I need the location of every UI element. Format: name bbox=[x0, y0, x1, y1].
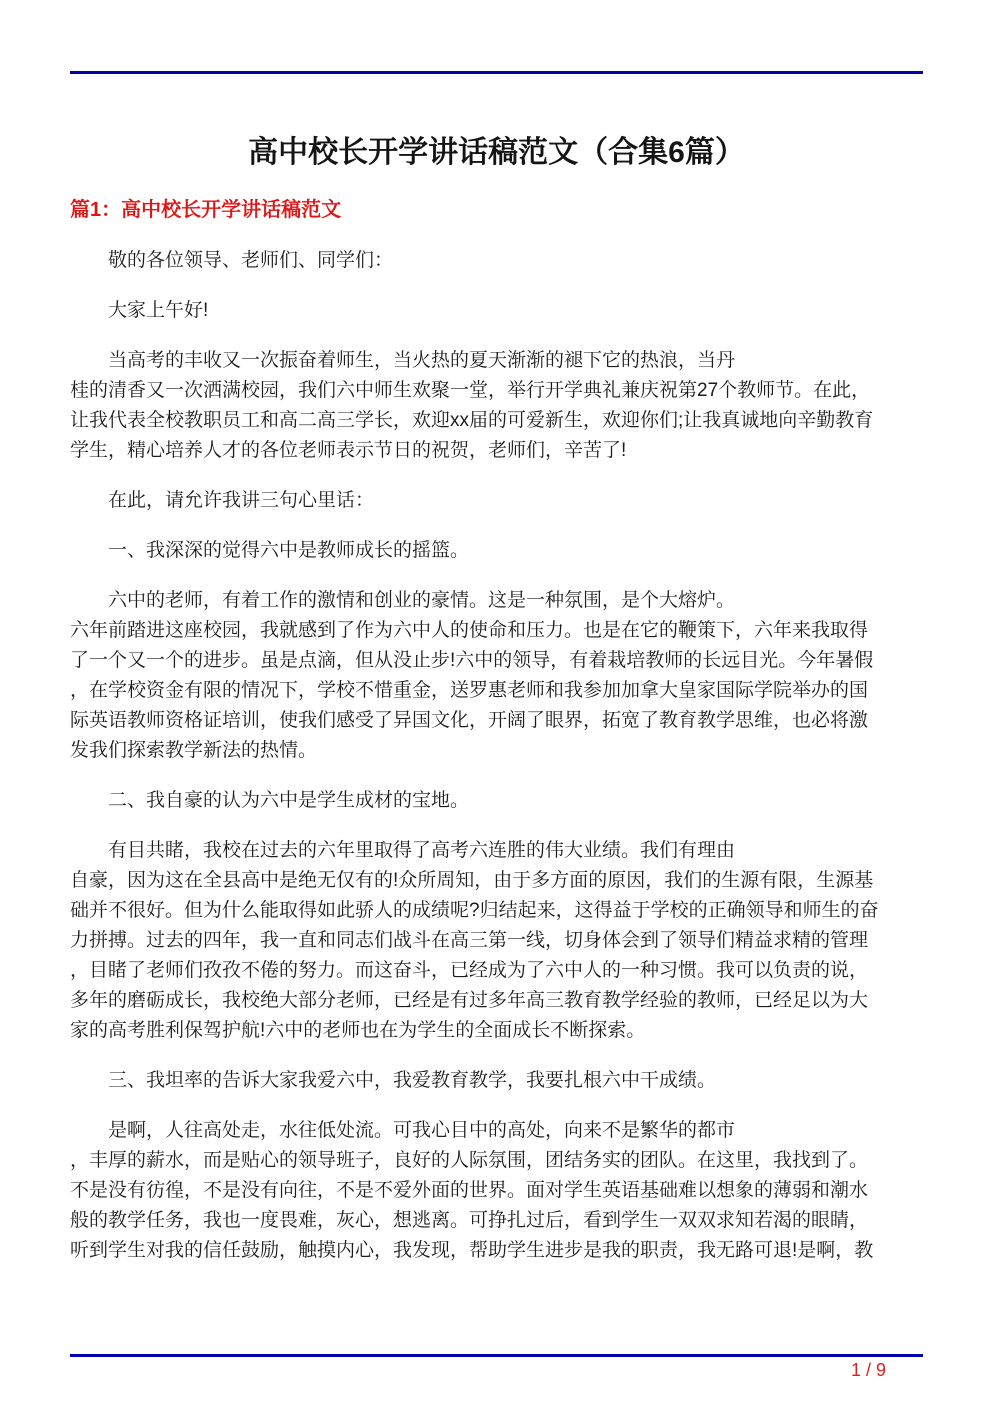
paragraph bbox=[70, 346, 923, 466]
paragraph-line: ，丰厚的薪水，而是贴心的领导班子，良好的人际氛围，团结务实的团队。在这里，我找到了。 bbox=[70, 1150, 869, 1171]
paragraph-line: 在此，请允许我讲三句心里话： bbox=[108, 490, 375, 511]
paragraph-line: 自豪，因为这在全县高中是绝无仅有的!众所周知，由于多方面的原因，我们的生源有限，生源基 bbox=[70, 870, 874, 891]
paragraph-line: 六年前踏进这座校园，我就感到了作为六中人的使命和压力。也是在它的鞭策下，六年来我取得 bbox=[70, 620, 869, 641]
paragraph bbox=[70, 1116, 923, 1266]
paragraph-line: 当高考的丰收又一次振奋着师生，当火热的夏天渐渐的褪下它的热浪，当丹 bbox=[108, 350, 736, 371]
paragraph-line: 是啊，人往高处走，水往低处流。可我心目中的高处，向来不是繁华的都市 bbox=[108, 1120, 736, 1141]
paragraph-line: 让我代表全校教职员工和高二高三学长，欢迎xx届的可爱新生，欢迎你们;让我真诚地向辛勤教育 bbox=[70, 410, 874, 431]
paragraph bbox=[70, 536, 923, 566]
paragraph bbox=[70, 586, 923, 766]
paragraph bbox=[70, 486, 923, 516]
paragraph-line: 听到学生对我的信任鼓励，触摸内心，我发现，帮助学生进步是我的职责，我无路可退!是啊，教 bbox=[70, 1240, 874, 1261]
paragraph-line: 础并不很好。但为什么能取得如此骄人的成绩呢?归结起来，这得益于学校的正确领导和师生的奋 bbox=[70, 900, 879, 921]
paragraph-line: 际英语教师资格证培训，使我们感受了异国文化，开阔了眼界，拓宽了教育教学思维，也必将激 bbox=[70, 710, 869, 731]
paragraph-line: ，在学校资金有限的情况下，学校不惜重金，送罗惠老师和我参加加拿大皇家国际学院举办的国 bbox=[70, 680, 869, 701]
document-title: 高中校长开学讲话稿范文（合集6篇） bbox=[248, 136, 745, 169]
paragraph bbox=[70, 836, 923, 1046]
paragraph-line: 有目共睹，我校在过去的六年里取得了高考六连胜的伟大业绩。我们有理由 bbox=[108, 840, 736, 861]
paragraph bbox=[70, 1066, 923, 1096]
bottom-divider bbox=[70, 1354, 923, 1357]
page-number: 1 / 9 bbox=[850, 1360, 886, 1380]
paragraph bbox=[70, 786, 923, 816]
paragraph-line: 六中的老师，有着工作的激情和创业的豪情。这是一种氛围，是个大熔炉。 bbox=[108, 590, 736, 611]
paragraph-line: 学生，精心培养人才的各位老师表示节日的祝贺，老师们，辛苦了! bbox=[70, 440, 627, 461]
document-body bbox=[70, 246, 923, 1286]
paragraph-line: 大家上午好! bbox=[108, 300, 209, 321]
paragraph bbox=[70, 296, 923, 326]
paragraph-line: 般的教学任务，我也一度畏难，灰心，想逃离。可挣扎过后，看到学生一双双求知若渴的眼睛， bbox=[70, 1210, 869, 1231]
paragraph-line: 发我们探索教学新法的热情。 bbox=[70, 740, 318, 761]
paragraph-line: 家的高考胜利保驾护航!六中的老师也在为学生的全面成长不断探索。 bbox=[70, 1020, 646, 1041]
paragraph-line: 二、我自豪的认为六中是学生成材的宝地。 bbox=[108, 790, 470, 811]
paragraph-line: 多年的磨砺成长，我校绝大部分老师，已经是有过多年高三教育教学经验的教师，已经足以为大 bbox=[70, 990, 869, 1011]
paragraph-line: 敬的各位领导、老师们、同学们： bbox=[108, 250, 394, 271]
paragraph-line: 三、我坦率的告诉大家我爱六中，我爱教育教学，我要扎根六中干成绩。 bbox=[108, 1070, 717, 1091]
paragraph-line: 力拼搏。过去的四年，我一直和同志们战斗在高三第一线，切身体会到了领导们精益求精的管理 bbox=[70, 930, 869, 951]
paragraph bbox=[70, 246, 923, 276]
paragraph-line: 桂的清香又一次洒满校园，我们六中师生欢聚一堂，举行开学典礼兼庆祝第27个教师节。在此， bbox=[70, 380, 871, 401]
paragraph-line: 一、我深深的觉得六中是教师成长的摇篮。 bbox=[108, 540, 470, 561]
section-1-heading: 篇1：高中校长开学讲话稿范文 bbox=[70, 199, 342, 221]
top-divider bbox=[70, 71, 923, 74]
paragraph-line: ，目睹了老师们孜孜不倦的努力。而这奋斗，已经成为了六中人的一种习惯。我可以负责的说， bbox=[70, 960, 869, 981]
paragraph-line: 不是没有彷徨，不是没有向往，不是不爱外面的世界。面对学生英语基础难以想象的薄弱和潮水 bbox=[70, 1180, 869, 1201]
paragraph-line: 了一个又一个的进步。虽是点滴，但从没止步!六中的领导，有着栽培教师的长远目光。今年暑假 bbox=[70, 650, 874, 671]
